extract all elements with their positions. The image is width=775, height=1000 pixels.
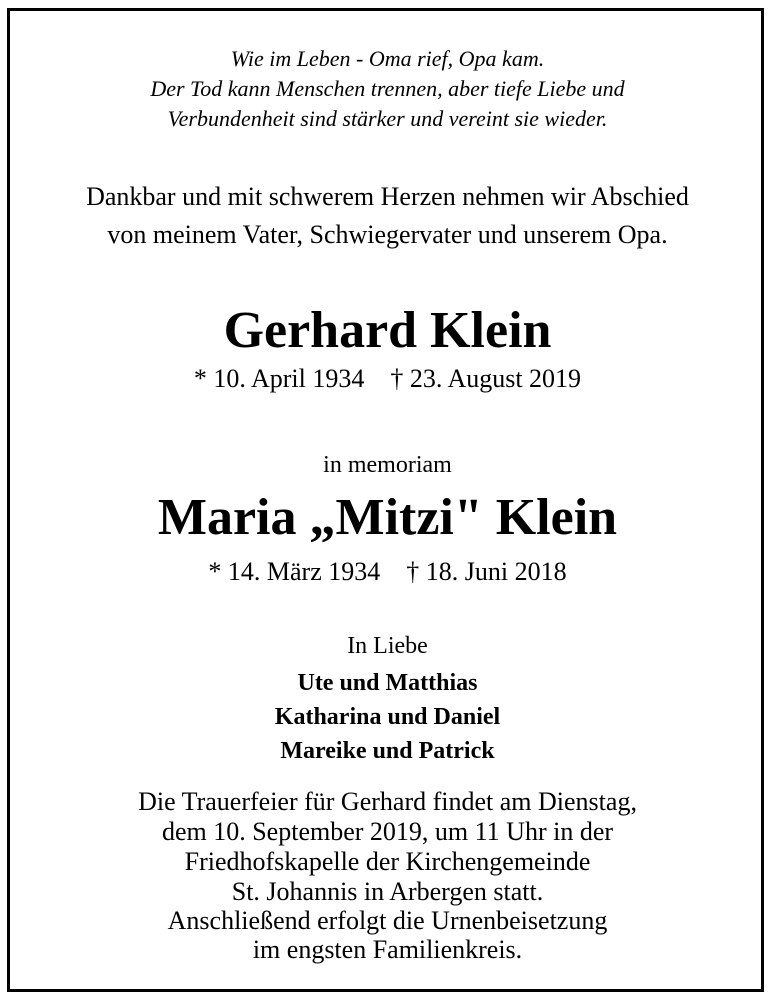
mourner-name: Katharina und Daniel — [274, 704, 501, 730]
ceremony-line: Friedhofskapelle der Kirchengemeinde — [184, 847, 591, 876]
mourner-name: Ute und Matthias — [297, 670, 478, 696]
mourner-name: Mareike und Patrick — [280, 738, 495, 764]
death-date: † 23. August 2019 — [390, 364, 582, 393]
birth-date: * 10. April 1934 — [193, 364, 365, 393]
motto-line: Wie im Leben - Oma rief, Opa kam. — [230, 46, 545, 71]
ceremony-line: dem 10. September 2019, um 11 Uhr in der — [161, 817, 614, 846]
death-date: † 18. Juni 2018 — [406, 557, 567, 586]
ceremony-line: Anschließend erfolgt die Urnenbeisetzung — [167, 906, 608, 935]
memoriam-dates — [0, 559, 775, 585]
mourners-label: In Liebe — [347, 633, 428, 659]
deceased-name: Gerhard Klein — [223, 302, 552, 359]
motto-line: Der Tod kann Menschen trennen, aber tiefe Liebe und — [150, 76, 625, 101]
deceased-dates — [0, 366, 775, 392]
intro-line: von meinem Vater, Schwiegervater und unserem Opa. — [107, 220, 668, 249]
birth-date: * 14. März 1934 — [208, 557, 381, 586]
ceremony-line: im engsten Familienkreis. — [252, 935, 523, 964]
memoriam-name: Maria „Mitzi" Klein — [157, 489, 618, 546]
ceremony-line: Die Trauerfeier für Gerhard findet am Dienstag, — [138, 787, 637, 816]
memoriam-label: in memoriam — [323, 452, 452, 478]
intro-line: Dankbar und mit schwerem Herzen nehmen wir Abschied — [86, 182, 689, 211]
motto-line: Verbundenheit sind stärker und vereint sie wieder. — [167, 106, 608, 131]
ceremony-line: St. Johannis in Arbergen statt. — [231, 877, 544, 906]
